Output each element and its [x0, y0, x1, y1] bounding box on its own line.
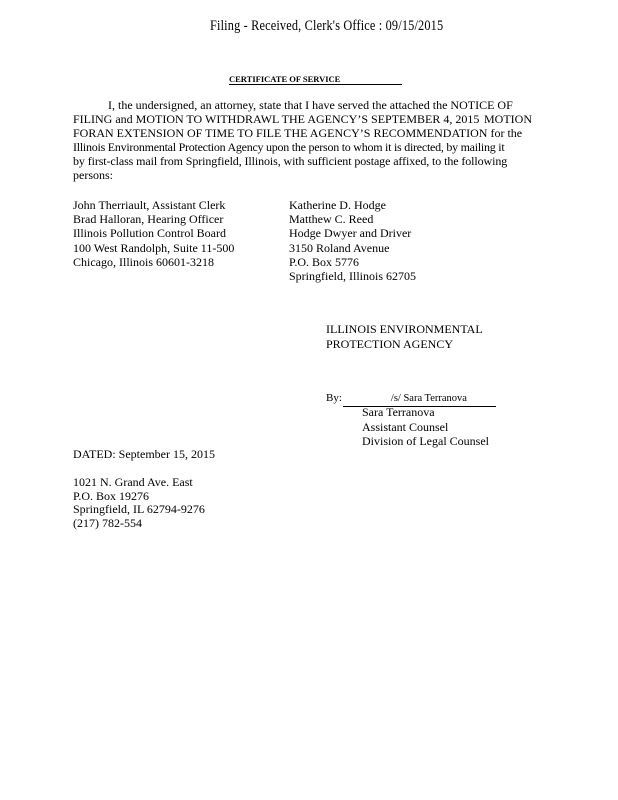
filing-stamp: Filing - Received, Clerk's Office : 09/15/2015: [210, 18, 444, 34]
signatory-line: Division of Legal Counsel: [362, 434, 489, 448]
recipient-line: 3150 Roland Avenue: [289, 240, 390, 255]
return-address: [73, 476, 205, 530]
recipient-line: Hodge Dwyer and Driver: [289, 226, 412, 241]
signatory-line: Sara Terranova: [362, 405, 435, 419]
address-line: 1021 N. Grand Ave. East: [73, 475, 193, 489]
body-line: FILING and MOTION TO WITHDRAWL THE AGENCY’S SEPTEMBER 4, 2015: [73, 112, 480, 126]
body-line: FORAN EXTENSION OF TIME TO FILE THE AGENCY’S RECOMMENDATION for the: [73, 126, 523, 140]
body-line: Illinois Environmental Protection Agency upon the person to whom it is directed, by mailing it: [73, 140, 505, 154]
agency-name: [326, 322, 483, 352]
by-label: By:: [326, 392, 342, 404]
recipient-line: Brad Halloran, Hearing Officer: [73, 212, 224, 227]
overlap-text: MOTION: [484, 112, 532, 126]
body-line: I, the undersigned, an attorney, state that I have served the attached the NOTICE OF: [108, 98, 513, 112]
body-line: by first-class mail from Springfield, Illinois, with sufficient postage affixed, to the following: [73, 154, 508, 168]
recipient-line: Chicago, Illinois 60601-3218: [73, 254, 214, 269]
recipient-line: Illinois Pollution Control Board: [73, 226, 227, 241]
recipient-line: 100 West Randolph, Suite 11-500: [73, 240, 235, 255]
recipient-block-hodge: [289, 198, 416, 283]
recipient-line: John Therriault, Assistant Clerk: [73, 198, 226, 212]
recipient-line: Springfield, Illinois 62705: [289, 269, 416, 284]
agency-line: ILLINOIS ENVIRONMENTAL: [326, 322, 483, 336]
agency-line: PROTECTION AGENCY: [326, 337, 454, 351]
certificate-title: CERTIFICATE OF SERVICE: [229, 74, 402, 85]
body-line: persons:: [73, 168, 113, 182]
electronic-signature: /s/ Sara Terranova: [343, 392, 496, 407]
dated-line: DATED: September 15, 2015: [73, 447, 215, 461]
recipient-line: P.O. Box 5776: [289, 254, 360, 269]
recipient-line: Matthew C. Reed: [289, 212, 374, 227]
address-line: (217) 782-554: [73, 515, 142, 530]
recipient-line: Katherine D. Hodge: [289, 198, 386, 212]
signatory-block: [362, 405, 489, 449]
address-line: P.O. Box 19276: [73, 488, 150, 503]
address-line: Springfield, IL 62794-9276: [73, 502, 205, 516]
recipient-block-ipcb: [73, 198, 234, 269]
signatory-line: Assistant Counsel: [362, 419, 449, 434]
